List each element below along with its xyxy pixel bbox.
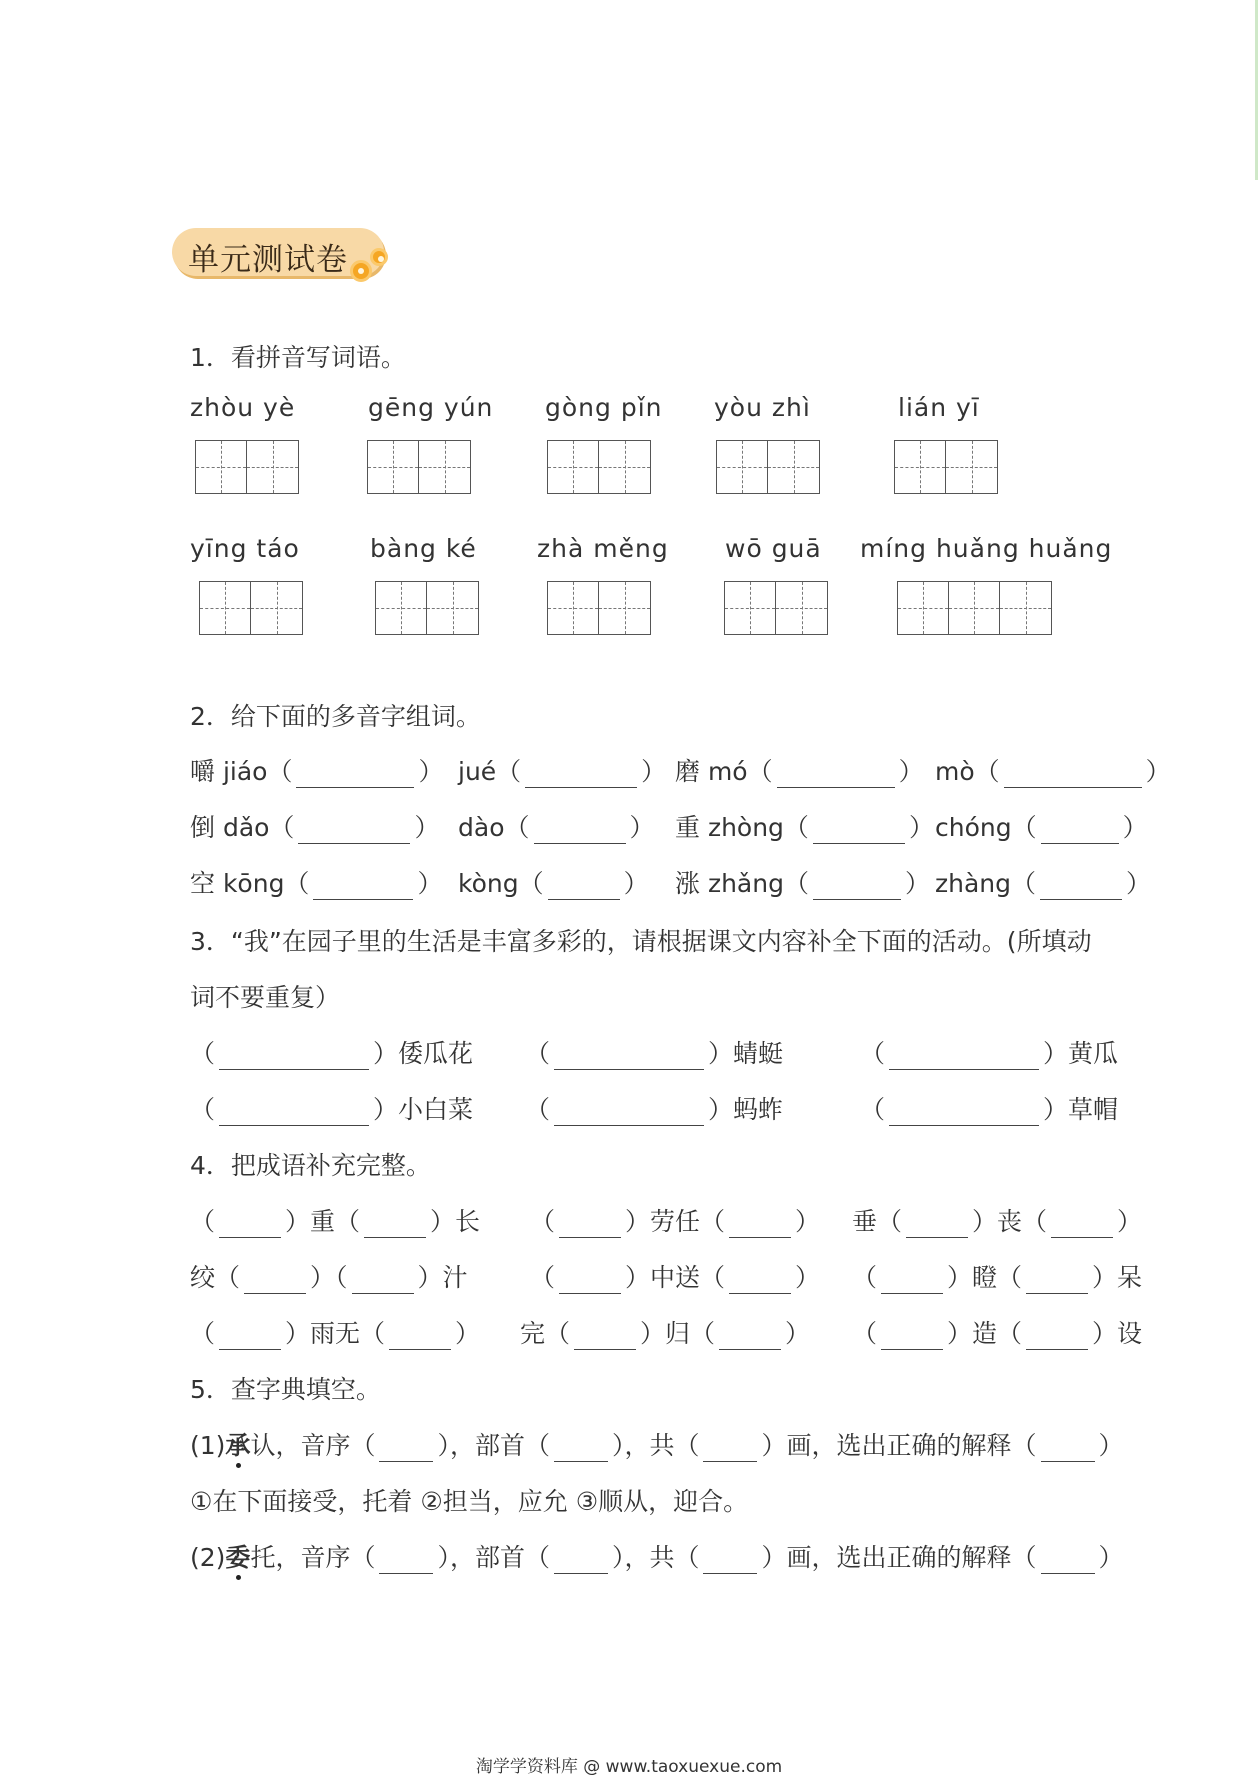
q5-item-1: (1)承认，音序（ ），部首（ ），共（ ）画，选出正确的解释（ ） [190,1431,1124,1460]
answer-blank[interactable] [813,817,905,844]
q2-row: jué（ ） [458,757,667,786]
q2-row: kòng（ ） [458,869,649,898]
q2-row: 磨 mó（ ） [675,757,924,786]
q5-heading: 5．查字典填空。 [190,1375,381,1404]
answer-blank[interactable] [219,1099,369,1126]
answer-blank[interactable] [554,1099,704,1126]
q2-row: 涨 zhǎng（ ） [675,869,930,898]
pinyin: míng huǎng huǎng [860,534,1113,563]
page-title: 单元测试卷 [188,242,348,278]
answer-blank[interactable] [219,1043,369,1070]
dotted-char: 承 [225,1431,251,1460]
writing-grid[interactable] [199,581,303,635]
footer-watermark: 淘学学资料库 @ www.taoxuexue.com [475,1757,783,1777]
idiom: 绞（ ）（ ）汁 [190,1263,468,1292]
idiom: （ ）劳任（ ） [530,1207,821,1236]
q3-item: （ ）黄瓜 [860,1039,1119,1068]
idiom: （ ）雨无（ ） [190,1319,481,1348]
answer-blank[interactable] [1026,1267,1088,1294]
idiom: （ ）重（ ）长 [190,1207,481,1236]
answer-blank[interactable] [906,1211,968,1238]
q3-item: （ ）蜻蜓 [525,1039,784,1068]
answer-blank[interactable] [554,1435,608,1462]
q2-row: 嚼 jiáo（ ） [190,757,444,786]
answer-blank[interactable] [219,1211,281,1238]
writing-grid[interactable] [897,581,1052,635]
answer-blank[interactable] [554,1043,704,1070]
answer-blank[interactable] [889,1043,1039,1070]
writing-grid[interactable] [195,440,299,494]
answer-blank[interactable] [719,1323,781,1350]
answer-blank[interactable] [703,1547,757,1574]
answer-blank[interactable] [525,761,637,788]
answer-blank[interactable] [352,1267,414,1294]
answer-blank[interactable] [813,873,901,900]
answer-blank[interactable] [296,761,414,788]
answer-blank[interactable] [548,873,620,900]
idiom: （ ）瞪（ ）呆 [852,1263,1143,1292]
answer-blank[interactable] [729,1211,791,1238]
dotted-char: 委 [225,1543,251,1572]
pinyin: bàng ké [370,534,477,563]
q2-row: dào（ ） [458,813,655,842]
answer-blank[interactable] [881,1323,943,1350]
q2-heading: 2．给下面的多音字组词。 [190,702,481,731]
q2-row: 倒 dǎo（ ） [190,813,440,842]
writing-grid[interactable] [547,581,651,635]
answer-blank[interactable] [1004,761,1142,788]
q2-row: zhàng（ ） [935,869,1152,898]
idiom: 垂（ ）丧（ ） [852,1207,1143,1236]
q3-item: （ ）倭瓜花 [190,1039,474,1068]
pinyin: yīng táo [190,534,300,563]
q3-item: （ ）草帽 [860,1095,1119,1124]
pinyin: zhòu yè [190,393,296,422]
pinyin: yòu zhì [714,393,811,422]
pinyin: gēng yún [368,393,494,422]
q2-row: chóng（ ） [935,813,1148,842]
answer-blank[interactable] [559,1267,621,1294]
writing-grid[interactable] [547,440,651,494]
answer-blank[interactable] [574,1323,636,1350]
answer-blank[interactable] [1051,1211,1113,1238]
answer-blank[interactable] [559,1211,621,1238]
answer-blank[interactable] [881,1267,943,1294]
answer-blank[interactable] [1041,1435,1095,1462]
answer-blank[interactable] [889,1099,1039,1126]
q2-row: 空 kōng（ ） [190,869,443,898]
answer-blank[interactable] [389,1323,451,1350]
q2-row: 重 zhòng（ ） [675,813,934,842]
answer-blank[interactable] [534,817,626,844]
writing-grid[interactable] [724,581,828,635]
writing-grid[interactable] [367,440,471,494]
answer-blank[interactable] [379,1547,433,1574]
answer-blank[interactable] [298,817,410,844]
pinyin: lián yī [898,393,980,422]
idiom: （ ）中送（ ） [530,1263,821,1292]
q1-heading: 1．看拼音写词语。 [190,343,406,372]
answer-blank[interactable] [379,1435,433,1462]
q3-heading: 3．“我”在园子里的生活是丰富多彩的，请根据课文内容补全下面的活动。(所填动 [190,927,1092,956]
writing-grid[interactable] [894,440,998,494]
answer-blank[interactable] [219,1323,281,1350]
answer-blank[interactable] [1041,817,1119,844]
q3-item: （ ）蚂蚱 [525,1095,784,1124]
q5-options: ①在下面接受，托着 ②担当，应允 ③顺从，迎合。 [190,1487,749,1516]
answer-blank[interactable] [554,1547,608,1574]
q2-row: mò（ ） [935,757,1171,786]
answer-blank[interactable] [777,761,895,788]
pinyin: zhà měng [537,534,669,563]
answer-blank[interactable] [729,1267,791,1294]
idiom: （ ）造（ ）设 [852,1319,1143,1348]
answer-blank[interactable] [703,1435,757,1462]
answer-blank[interactable] [364,1211,426,1238]
q5-item-2: (2)委托，音序（ ），部首（ ），共（ ）画，选出正确的解释（ ） [190,1543,1124,1572]
writing-grid[interactable] [375,581,479,635]
pinyin: wō guā [725,534,822,563]
answer-blank[interactable] [313,873,413,900]
answer-blank[interactable] [1026,1323,1088,1350]
writing-grid[interactable] [716,440,820,494]
q3-heading-cont: 词不要重复） [190,983,341,1012]
q4-heading: 4．把成语补充完整。 [190,1151,431,1180]
answer-blank[interactable] [1040,873,1122,900]
q3-item: （ ）小白菜 [190,1095,474,1124]
flower-icon [350,260,372,282]
answer-blank[interactable] [244,1267,306,1294]
pinyin: gòng pǐn [545,393,663,422]
idiom: 完（ ）归（ ） [520,1319,811,1348]
flower-icon [370,248,388,266]
answer-blank[interactable] [1041,1547,1095,1574]
